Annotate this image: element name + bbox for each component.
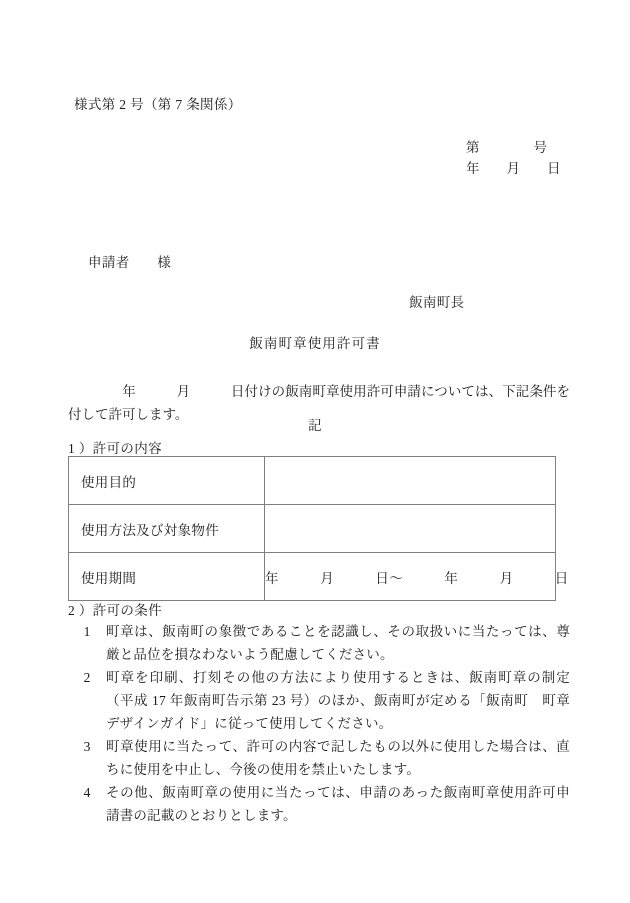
list-item: [68, 781, 570, 827]
conditions-list: [68, 620, 570, 827]
ki-marker: 記: [308, 418, 322, 433]
condition-text: 町章を印刷、打刻その他の方法により使用するときは、飯南町章の制定（平成 17 年飯南町告示第 23 号）のほか、飯南町が定める「飯南町 町章デザインガイド」に従って使用してください。: [106, 670, 570, 731]
table-row: [69, 457, 556, 505]
document-date-line: 年 月 日: [466, 161, 561, 176]
section-heading-permission-content: 1 ）許可の内容: [68, 441, 162, 456]
row-value-purpose[interactable]: [265, 457, 556, 505]
condition-number: 4: [83, 785, 91, 800]
condition-number: 2: [83, 670, 91, 685]
list-item: [68, 620, 570, 666]
section-heading-permission-conditions: 2 ）許可の条件: [68, 603, 162, 618]
table-row: [69, 505, 556, 553]
row-value-period[interactable]: 年 月 日〜 年 月 日: [265, 553, 556, 601]
condition-text: 町章は、飯南町の象徴であることを認識し、その取扱いに当たっては、尊厳と品位を損なわないよう配慮してください。: [106, 624, 570, 662]
permission-content-table: [68, 456, 569, 601]
condition-number: 1: [83, 624, 91, 639]
row-value-method-and-object[interactable]: [265, 505, 556, 553]
list-item: [68, 666, 570, 735]
form-number: 様式第 2 号（第 7 条関係）: [74, 97, 242, 112]
row-label-method-and-object: 使用方法及び対象物件: [69, 505, 265, 553]
issuer-name: 飯南町長: [409, 295, 465, 310]
list-item: [68, 735, 570, 781]
document-number-block: [466, 137, 561, 179]
table-row: [69, 553, 556, 601]
document-number-line: 第 号: [466, 140, 547, 155]
condition-text: 町章使用に当たって、許可の内容で記したもの以外に使用した場合は、直ちに使用を中止し、今後の使用を禁止いたします。: [106, 739, 570, 777]
condition-text: その他、飯南町章の使用に当たっては、申請のあった飯南町章使用許可申請書の記載のとおりとします。: [106, 785, 570, 823]
condition-number: 3: [83, 739, 91, 754]
body-paragraph: 年 月 日付けの飯南町章使用許可申請については、下記条件を付して許可します。: [68, 384, 570, 422]
row-label-period: 使用期間: [69, 553, 265, 601]
addressee-line: 申請者 様: [88, 255, 172, 270]
document-title: 飯南町章使用許可書: [249, 336, 381, 351]
row-label-purpose: 使用目的: [69, 457, 265, 505]
